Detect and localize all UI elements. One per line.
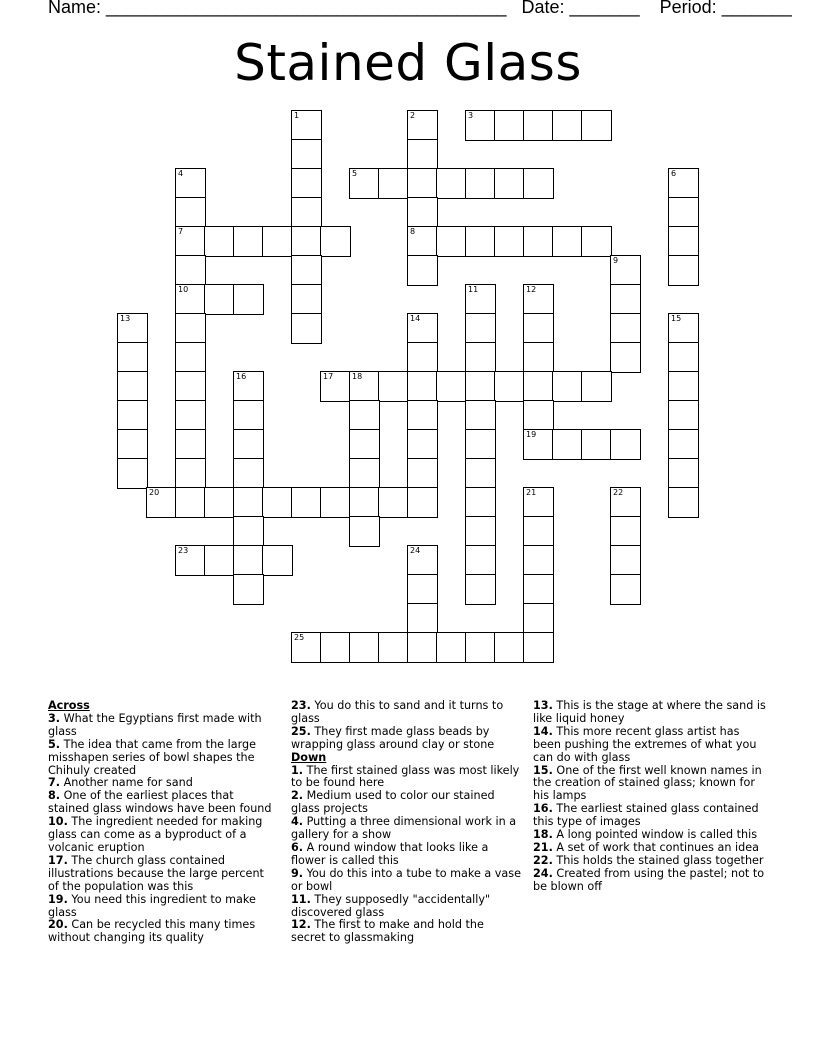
clue-down-13: 13. This is the stage at where the sand is like liquid honey bbox=[533, 699, 766, 725]
crossword-cell[interactable] bbox=[407, 545, 438, 576]
crossword-cell[interactable] bbox=[320, 371, 351, 402]
clue-down-1: 1. The first stained glass was most likely to be found here bbox=[291, 763, 520, 790]
crossword-cell[interactable] bbox=[465, 313, 496, 344]
crossword-cell[interactable] bbox=[610, 574, 641, 605]
crossword-cell[interactable] bbox=[175, 226, 206, 257]
crossword-cell[interactable] bbox=[378, 371, 409, 402]
clue-number: 19 bbox=[526, 430, 537, 439]
crossword-cell[interactable] bbox=[610, 342, 641, 373]
clue-across-10: 10. The ingredient needed for making glass can come as a byproduct of a volcanic eruption bbox=[48, 815, 263, 854]
crossword-cell[interactable] bbox=[668, 458, 699, 489]
crossword-cell[interactable] bbox=[465, 371, 496, 402]
clue-number: 23 bbox=[178, 546, 189, 555]
crossword-cell[interactable] bbox=[668, 400, 699, 431]
across-heading: Across bbox=[48, 699, 90, 712]
clue-number: 10 bbox=[178, 285, 189, 294]
crossword-cell[interactable] bbox=[436, 168, 467, 199]
clue-column-2 bbox=[291, 700, 521, 945]
crossword-cell[interactable] bbox=[378, 487, 409, 518]
crossword-cell[interactable] bbox=[175, 284, 206, 315]
crossword-cell[interactable] bbox=[523, 168, 554, 199]
clue-number: 7 bbox=[178, 227, 184, 236]
clue-number: 3 bbox=[468, 111, 474, 120]
crossword-cell[interactable] bbox=[291, 632, 322, 663]
clue-across-20: 20. Can be recycled this many times without changing its quality bbox=[48, 918, 256, 945]
crossword-cell[interactable] bbox=[349, 632, 380, 663]
crossword-cell[interactable] bbox=[465, 110, 496, 141]
clue-number: 16 bbox=[236, 372, 247, 381]
crossword-cell[interactable] bbox=[523, 574, 554, 605]
crossword-cell[interactable] bbox=[233, 545, 264, 576]
crossword-cell[interactable] bbox=[233, 226, 264, 257]
clue-number: 8 bbox=[410, 227, 416, 236]
crossword-cell[interactable] bbox=[552, 110, 583, 141]
clue-down-4: 4. Putting a three dimensional work in a gallery for a show bbox=[291, 815, 517, 842]
clue-across-23: 23. You do this to sand and it turns to glass bbox=[291, 699, 504, 725]
crossword-cell[interactable] bbox=[610, 516, 641, 547]
clue-across-8: 8. One of the earliest places that stained glass windows have been found bbox=[48, 789, 272, 816]
crossword-cell[interactable] bbox=[494, 110, 525, 141]
crossword-cell[interactable] bbox=[407, 255, 438, 286]
clue-down-12: 12. The first to make and hold the secret to glassmaking bbox=[291, 918, 484, 945]
clue-down-14: 14. This more recent glass artist has been pushing the extremes of what you can do with glass bbox=[533, 724, 757, 764]
crossword-cell[interactable] bbox=[407, 574, 438, 605]
crossword-cell[interactable] bbox=[407, 400, 438, 431]
crossword-cell[interactable] bbox=[117, 458, 148, 489]
crossword-cell[interactable] bbox=[465, 400, 496, 431]
crossword-cell[interactable] bbox=[233, 284, 264, 315]
clue-number: 12 bbox=[526, 285, 537, 294]
crossword-cell[interactable] bbox=[610, 255, 641, 286]
clue-number: 1 bbox=[294, 111, 300, 120]
clue-number: 2 bbox=[410, 111, 416, 120]
crossword-cell[interactable] bbox=[175, 371, 206, 402]
clue-number: 11 bbox=[468, 285, 479, 294]
date-label: Date: bbox=[521, 0, 565, 17]
crossword-cell[interactable] bbox=[175, 168, 206, 199]
crossword-cell[interactable] bbox=[378, 168, 409, 199]
crossword-cell[interactable] bbox=[175, 545, 206, 576]
crossword-cell[interactable] bbox=[320, 226, 351, 257]
clue-down-22: 22. This holds the stained glass together bbox=[533, 853, 764, 867]
crossword-cell[interactable] bbox=[262, 226, 293, 257]
period-blank[interactable]: _______ bbox=[721, 0, 792, 17]
crossword-cell[interactable] bbox=[523, 371, 554, 402]
clue-number: 15 bbox=[671, 314, 682, 323]
crossword-cell[interactable] bbox=[668, 371, 699, 402]
crossword-cell[interactable] bbox=[668, 197, 699, 228]
name-label: Name: bbox=[48, 0, 102, 17]
crossword-cell[interactable] bbox=[349, 458, 380, 489]
crossword-cell[interactable] bbox=[465, 168, 496, 199]
clue-across-19: 19. You need this ingredient to make glass bbox=[48, 892, 256, 919]
crossword-cell[interactable] bbox=[349, 516, 380, 547]
clue-number: 20 bbox=[149, 488, 160, 497]
crossword-cell[interactable] bbox=[523, 342, 554, 373]
crossword-cell[interactable] bbox=[117, 371, 148, 402]
crossword-cell[interactable] bbox=[175, 458, 206, 489]
clue-across-5: 5. The idea that came from the large misshapen series of bowl shapes the Chihuly created bbox=[48, 737, 256, 777]
crossword-cell[interactable] bbox=[407, 458, 438, 489]
clue-number: 17 bbox=[323, 372, 334, 381]
crossword-cell[interactable] bbox=[175, 255, 206, 286]
period-label: Period: bbox=[659, 0, 717, 17]
crossword-cell[interactable] bbox=[668, 487, 699, 518]
clue-down-15: 15. One of the first well known names in the creation of stained glass; known for his lamps bbox=[533, 763, 762, 803]
crossword-cell[interactable] bbox=[581, 226, 612, 257]
clue-down-6: 6. A round window that looks like a flower is called this bbox=[291, 840, 489, 867]
crossword-cell[interactable] bbox=[407, 342, 438, 373]
clue-number: 13 bbox=[120, 314, 131, 323]
crossword-cell[interactable] bbox=[291, 226, 322, 257]
crossword-cell[interactable] bbox=[494, 226, 525, 257]
crossword-cell[interactable] bbox=[175, 313, 206, 344]
crossword-cell[interactable] bbox=[349, 487, 380, 518]
crossword-cell[interactable] bbox=[465, 574, 496, 605]
crossword-cell[interactable] bbox=[146, 487, 177, 518]
crossword-cell[interactable] bbox=[407, 371, 438, 402]
crossword-cell[interactable] bbox=[117, 313, 148, 344]
crossword-cell[interactable] bbox=[204, 284, 235, 315]
crossword-cell[interactable] bbox=[523, 603, 554, 634]
crossword-cell[interactable] bbox=[204, 226, 235, 257]
crossword-cell[interactable] bbox=[291, 110, 322, 141]
clue-down-18: 18. A long pointed window is called this bbox=[533, 828, 758, 842]
clue-across-7: 7. Another name for sand bbox=[48, 776, 193, 790]
crossword-cell[interactable] bbox=[610, 284, 641, 315]
crossword-cell[interactable] bbox=[465, 342, 496, 373]
crossword-cell[interactable] bbox=[407, 603, 438, 634]
crossword-cell[interactable] bbox=[436, 371, 467, 402]
crossword-cell[interactable] bbox=[262, 545, 293, 576]
crossword-cell[interactable] bbox=[523, 226, 554, 257]
clue-down-16: 16. The earliest stained glass contained this type of images bbox=[533, 802, 759, 829]
crossword-cell[interactable] bbox=[204, 487, 235, 518]
clue-number: 9 bbox=[613, 256, 619, 265]
crossword-cell[interactable] bbox=[175, 342, 206, 373]
crossword-cell[interactable] bbox=[465, 429, 496, 460]
crossword-cell[interactable] bbox=[465, 226, 496, 257]
crossword-cell[interactable] bbox=[523, 487, 554, 518]
crossword-cell[interactable] bbox=[552, 371, 583, 402]
crossword-cell[interactable] bbox=[233, 574, 264, 605]
crossword-cell[interactable] bbox=[291, 284, 322, 315]
crossword-cell[interactable] bbox=[233, 429, 264, 460]
clue-down-2: 2. Medium used to color our stained glass projects bbox=[291, 789, 495, 816]
crossword-cell[interactable] bbox=[523, 545, 554, 576]
crossword-cell[interactable] bbox=[291, 197, 322, 228]
crossword-cell[interactable] bbox=[204, 545, 235, 576]
clue-across-3: 3. What the Egyptians first made with glass bbox=[48, 711, 262, 738]
crossword-cell[interactable] bbox=[233, 400, 264, 431]
crossword-cell[interactable] bbox=[407, 168, 438, 199]
crossword-cell[interactable] bbox=[668, 168, 699, 199]
crossword-cell[interactable] bbox=[610, 429, 641, 460]
crossword-cell[interactable] bbox=[523, 429, 554, 460]
clue-across-25: 25. They first made glass beads by wrapping glass around clay or stone bbox=[291, 724, 495, 751]
crossword-cell[interactable] bbox=[175, 487, 206, 518]
crossword-cell[interactable] bbox=[523, 313, 554, 344]
name-blank[interactable]: ________________________________________ bbox=[106, 0, 507, 17]
crossword-cell[interactable] bbox=[494, 168, 525, 199]
crossword-cell[interactable] bbox=[291, 255, 322, 286]
crossword-cell[interactable] bbox=[291, 487, 322, 518]
crossword-cell[interactable] bbox=[117, 400, 148, 431]
crossword-cell[interactable] bbox=[407, 313, 438, 344]
crossword-cell[interactable] bbox=[581, 429, 612, 460]
crossword-cell[interactable] bbox=[436, 632, 467, 663]
crossword-cell[interactable] bbox=[610, 313, 641, 344]
crossword-cell[interactable] bbox=[233, 371, 264, 402]
crossword-cell[interactable] bbox=[407, 110, 438, 141]
crossword-cell[interactable] bbox=[523, 284, 554, 315]
crossword-cell[interactable] bbox=[523, 400, 554, 431]
crossword-cell[interactable] bbox=[552, 429, 583, 460]
crossword-cell[interactable] bbox=[117, 429, 148, 460]
crossword-cell[interactable] bbox=[349, 371, 380, 402]
clue-down-21: 21. A set of work that continues an idea bbox=[533, 840, 759, 854]
crossword-cell[interactable] bbox=[610, 487, 641, 518]
clue-number: 22 bbox=[613, 488, 624, 497]
clue-down-9: 9. You do this into a tube to make a vase or bowl bbox=[291, 866, 521, 893]
crossword-cell[interactable] bbox=[581, 110, 612, 141]
crossword-cell[interactable] bbox=[407, 632, 438, 663]
clue-number: 4 bbox=[178, 169, 184, 178]
crossword-cell[interactable] bbox=[668, 226, 699, 257]
crossword-cell[interactable] bbox=[378, 632, 409, 663]
crossword-cell[interactable] bbox=[175, 400, 206, 431]
crossword-cell[interactable] bbox=[349, 400, 380, 431]
crossword-cell[interactable] bbox=[581, 371, 612, 402]
crossword-cell[interactable] bbox=[552, 226, 583, 257]
clue-down-11: 11. They supposedly "accidentally" discovered glass bbox=[291, 892, 491, 919]
crossword-cell[interactable] bbox=[349, 429, 380, 460]
header-fields bbox=[48, 0, 792, 18]
crossword-cell[interactable] bbox=[465, 516, 496, 547]
crossword-cell[interactable] bbox=[523, 110, 554, 141]
page-title: Stained Glass bbox=[234, 34, 582, 92]
crossword-cell[interactable] bbox=[523, 516, 554, 547]
clue-down-24: 24. Created from using the pastel; not to be blown off bbox=[533, 866, 765, 893]
clue-column-1 bbox=[48, 700, 278, 945]
crossword-cell[interactable] bbox=[465, 632, 496, 663]
crossword-cell[interactable] bbox=[668, 255, 699, 286]
clue-number: 5 bbox=[352, 169, 358, 178]
crossword-cell[interactable] bbox=[175, 429, 206, 460]
clue-column-3 bbox=[533, 700, 768, 894]
crossword-cell[interactable] bbox=[175, 197, 206, 228]
down-heading: Down bbox=[291, 750, 327, 764]
crossword-cell[interactable] bbox=[668, 342, 699, 373]
crossword-cell[interactable] bbox=[407, 139, 438, 170]
crossword-cell[interactable] bbox=[291, 139, 322, 170]
crossword-cell[interactable] bbox=[465, 487, 496, 518]
crossword-cell[interactable] bbox=[668, 429, 699, 460]
crossword-cell[interactable] bbox=[320, 632, 351, 663]
clue-number: 21 bbox=[526, 488, 537, 497]
crossword-cell[interactable] bbox=[233, 487, 264, 518]
crossword-cell[interactable] bbox=[407, 487, 438, 518]
crossword-cell[interactable] bbox=[291, 168, 322, 199]
crossword-cell[interactable] bbox=[465, 458, 496, 489]
crossword-cell[interactable] bbox=[349, 168, 380, 199]
clue-number: 18 bbox=[352, 372, 363, 381]
crossword-cell[interactable] bbox=[610, 545, 641, 576]
crossword-cell[interactable] bbox=[668, 313, 699, 344]
crossword-cell[interactable] bbox=[407, 226, 438, 257]
clue-number: 24 bbox=[410, 546, 421, 555]
crossword-cell[interactable] bbox=[262, 487, 293, 518]
crossword-cell[interactable] bbox=[291, 313, 322, 344]
crossword-cell[interactable] bbox=[407, 197, 438, 228]
crossword-cell[interactable] bbox=[233, 458, 264, 489]
crossword-cell[interactable] bbox=[465, 284, 496, 315]
clue-number: 6 bbox=[671, 169, 677, 178]
crossword-cell[interactable] bbox=[407, 429, 438, 460]
crossword-cell[interactable] bbox=[494, 632, 525, 663]
crossword-cell[interactable] bbox=[117, 342, 148, 373]
crossword-cell[interactable] bbox=[233, 516, 264, 547]
clue-across-17: 17. The church glass contained illustrations because the large percent of the population was this bbox=[48, 853, 264, 893]
crossword-cell[interactable] bbox=[436, 226, 467, 257]
crossword-cell[interactable] bbox=[523, 632, 554, 663]
clue-number: 25 bbox=[294, 633, 305, 642]
crossword-cell[interactable] bbox=[494, 371, 525, 402]
date-blank[interactable]: _______ bbox=[569, 0, 640, 17]
clue-number: 14 bbox=[410, 314, 421, 323]
crossword-cell[interactable] bbox=[320, 487, 351, 518]
crossword-cell[interactable] bbox=[465, 545, 496, 576]
